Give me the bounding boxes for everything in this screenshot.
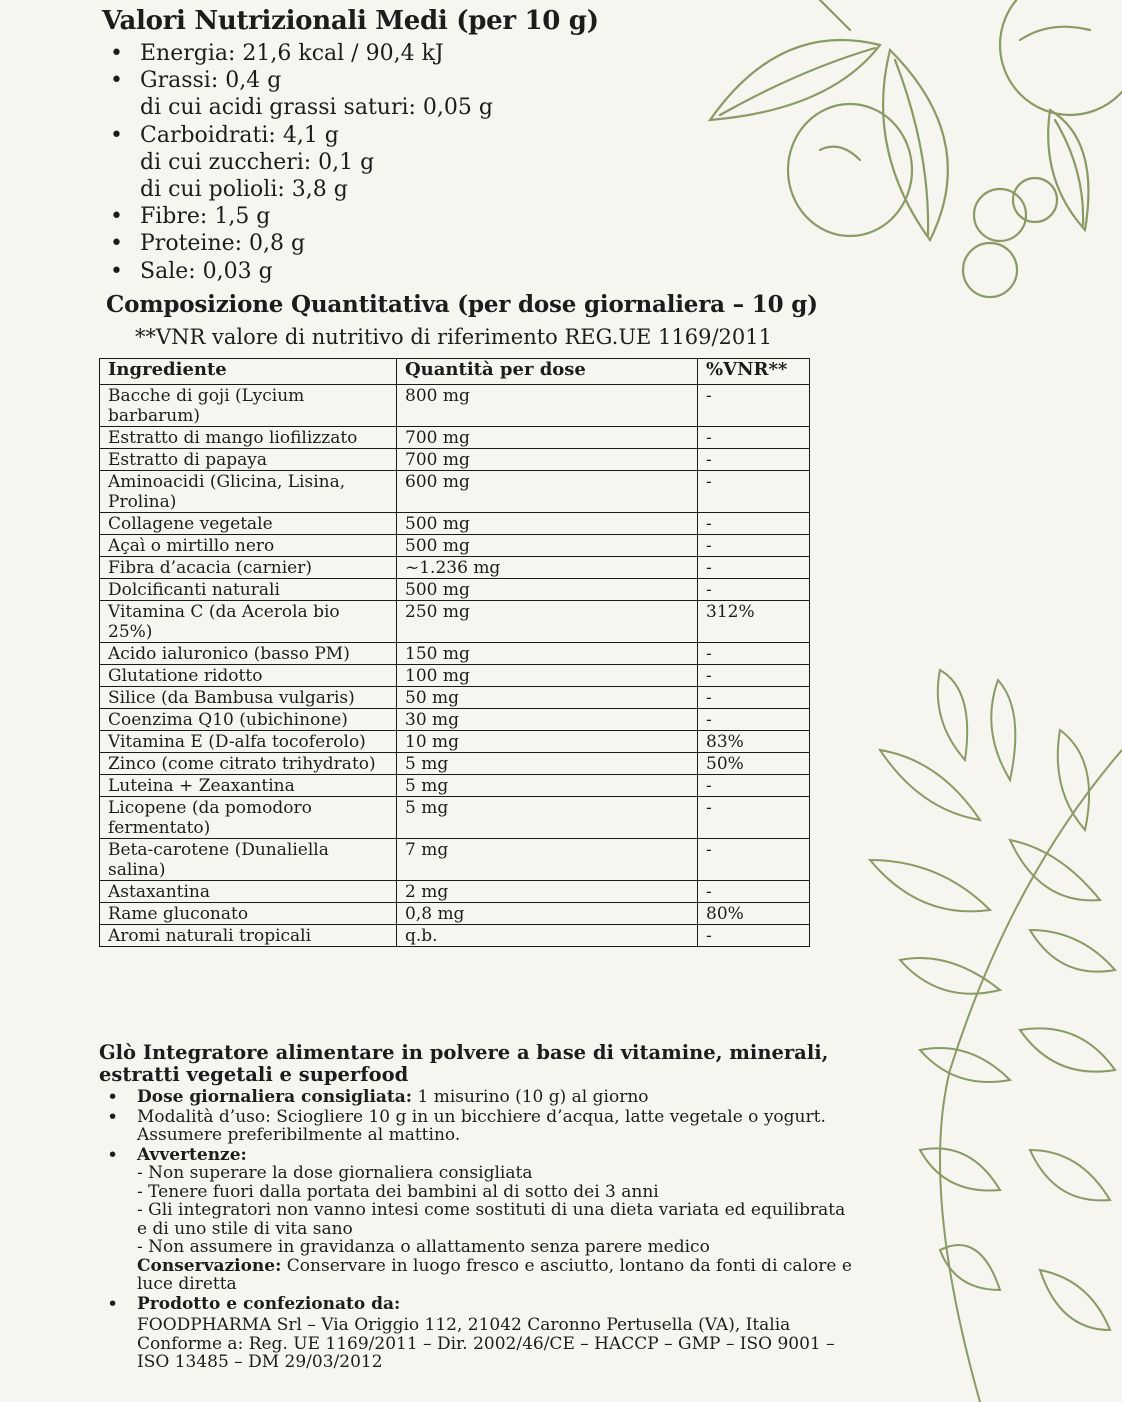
cell-quantity: 150 mg (397, 643, 698, 665)
cell-quantity: 700 mg (397, 427, 698, 449)
cell-vnr: - (698, 881, 810, 903)
cell-ingredient: Collagene vegetale (100, 513, 397, 535)
table-row (100, 839, 810, 881)
cell-quantity: q.b. (397, 925, 698, 947)
nutrition-item: • Fibre: 1,5 g (108, 203, 493, 230)
cell-vnr: 50% (698, 753, 810, 775)
cell-vnr: - (698, 579, 810, 601)
table-row (100, 449, 810, 471)
table-row (100, 903, 810, 925)
cell-quantity: 800 mg (397, 385, 698, 427)
cell-quantity: 500 mg (397, 513, 698, 535)
product-info-list (99, 1088, 859, 1372)
table-row (100, 881, 810, 903)
table-row (100, 557, 810, 579)
table-row (100, 731, 810, 753)
cell-quantity: ~1.236 mg (397, 557, 698, 579)
cell-ingredient: Aminoacidi (Glicina, Lisina, Prolina) (100, 471, 397, 513)
cell-vnr: - (698, 839, 810, 881)
nutrition-subitem: di cui acidi grassi saturi: 0,05 g (140, 95, 493, 121)
nutrition-list (108, 40, 493, 285)
cell-ingredient: Silice (da Bambusa vulgaris) (100, 687, 397, 709)
cell-vnr: - (698, 471, 810, 513)
vnr-note: **VNR valore di nutritivo di riferimento REG.UE 1169/2011 (135, 325, 773, 349)
cell-quantity: 50 mg (397, 687, 698, 709)
cell-quantity: 250 mg (397, 601, 698, 643)
warnings-item (99, 1146, 859, 1294)
table-row (100, 665, 810, 687)
nutrition-item: • Sale: 0,03 g (108, 258, 493, 285)
table-row (100, 709, 810, 731)
dose-item (99, 1088, 859, 1107)
table-row (100, 643, 810, 665)
nutrition-item: • Grassi: 0,4 g (108, 67, 493, 94)
cell-vnr: - (698, 797, 810, 839)
composition-title: Composizione Quantitativa (per dose giornaliera – 10 g) (106, 291, 818, 318)
cell-quantity: 5 mg (397, 775, 698, 797)
cell-ingredient: Fibra d’acacia (carnier) (100, 557, 397, 579)
product-title: Glò Integratore alimentare in polvere a base di vitamine, minerali, estratti vegetali e superfood (99, 1041, 829, 1086)
warning-line: - Non superare la dose giornaliera consigliata (137, 1163, 533, 1183)
table-row (100, 513, 810, 535)
storage-label: Conservazione: (137, 1255, 282, 1276)
cell-quantity: 2 mg (397, 881, 698, 903)
cell-quantity: 0,8 mg (397, 903, 698, 925)
cell-vnr: - (698, 665, 810, 687)
producer-item (99, 1295, 859, 1372)
cell-ingredient: Estratto di mango liofilizzato (100, 427, 397, 449)
cell-ingredient: Estratto di papaya (100, 449, 397, 471)
table-row (100, 925, 810, 947)
warnings-label: • Avvertenze: (137, 1144, 247, 1165)
producer-label: • Prodotto e confezionato da: (137, 1293, 401, 1314)
table-row (100, 601, 810, 643)
cell-quantity: 10 mg (397, 731, 698, 753)
cell-ingredient: Coenzima Q10 (ubichinone) (100, 709, 397, 731)
cell-vnr: - (698, 535, 810, 557)
cell-vnr: - (698, 687, 810, 709)
cell-vnr: - (698, 775, 810, 797)
cell-quantity: 700 mg (397, 449, 698, 471)
usage-item (99, 1108, 859, 1145)
cell-quantity: 5 mg (397, 753, 698, 775)
fruit-branch-illustration (690, 0, 1122, 300)
cell-vnr: 312% (698, 601, 810, 643)
cell-ingredient: Açaì o mirtillo nero (100, 535, 397, 557)
cell-ingredient: Glutatione ridotto (100, 665, 397, 687)
cell-vnr: 83% (698, 731, 810, 753)
nutrition-subitem: di cui polioli: 3,8 g (140, 177, 348, 203)
table-row (100, 687, 810, 709)
warning-line: - Tenere fuori dalla portata dei bambini al di sotto dei 3 anni (137, 1181, 659, 1202)
nutrition-item: • Energia: 21,6 kcal / 90,4 kJ (108, 40, 493, 67)
cell-vnr: - (698, 385, 810, 427)
table-row (100, 427, 810, 449)
cell-quantity: 5 mg (397, 797, 698, 839)
cell-ingredient: Dolcificanti naturali (100, 579, 397, 601)
table-row (100, 385, 810, 427)
cell-vnr: - (698, 709, 810, 731)
table-row (100, 471, 810, 513)
storage-text: Conservare in luogo fresco e asciutto, lontano da fonti di calore e luce diretta (137, 1255, 852, 1294)
cell-ingredient: Acido ialuronico (basso PM) (100, 643, 397, 665)
table-row (100, 535, 810, 557)
cell-ingredient: Vitamina C (da Acerola bio 25%) (100, 601, 397, 643)
cell-quantity: 600 mg (397, 471, 698, 513)
nutrition-item: • Carboidrati: 4,1 g (108, 122, 493, 149)
cell-vnr: - (698, 449, 810, 471)
cell-ingredient: Rame gluconato (100, 903, 397, 925)
table-row (100, 753, 810, 775)
cell-vnr: - (698, 513, 810, 535)
cell-quantity: 30 mg (397, 709, 698, 731)
cell-ingredient: Astaxantina (100, 881, 397, 903)
cell-quantity: 7 mg (397, 839, 698, 881)
composition-table (99, 358, 810, 947)
producer-text: FOODPHARMA Srl – Via Origgio 112, 21042 Caronno Pertusella (VA), Italia (137, 1315, 791, 1335)
cell-quantity: 500 mg (397, 579, 698, 601)
warning-line: - Non assumere in gravidanza o allattamento senza parere medico (137, 1237, 710, 1257)
cell-ingredient: Zinco (come citrato trihydrato) (100, 753, 397, 775)
usage-text: Modalità d’uso: Sciogliere 10 g in un bicchiere d’acqua, latte vegetale o yogurt. Assumere preferibilmente al mattino. (137, 1106, 826, 1145)
cell-vnr: 80% (698, 903, 810, 925)
table-header-row (100, 359, 810, 385)
header-ingredient: Ingrediente (100, 359, 397, 385)
leaf-branch-illustration (860, 630, 1122, 1402)
dose-label: Dose giornaliera consigliata: (137, 1087, 413, 1107)
cell-ingredient: Luteina + Zeaxantina (100, 775, 397, 797)
cell-vnr: - (698, 643, 810, 665)
nutrition-subitem: di cui zuccheri: 0,1 g (140, 149, 375, 175)
cell-ingredient: Bacche di goji (Lycium barbarum) (100, 385, 397, 427)
cell-vnr: - (698, 427, 810, 449)
table-row (100, 797, 810, 839)
nutrition-title: Valori Nutrizionali Medi (per 10 g) (102, 6, 599, 36)
cell-quantity: 500 mg (397, 535, 698, 557)
table-row (100, 579, 810, 601)
product-info (99, 1042, 859, 1373)
header-quantity: Quantità per dose (397, 359, 698, 385)
table-row (100, 775, 810, 797)
cell-ingredient: Aromi naturali tropicali (100, 925, 397, 947)
cell-ingredient: Licopene (da pomodoro fermentato) (100, 797, 397, 839)
cell-vnr: - (698, 925, 810, 947)
cell-ingredient: Vitamina E (D-alfa tocoferolo) (100, 731, 397, 753)
nutrition-item: • Proteine: 0,8 g (108, 230, 493, 257)
warning-line: - Gli integratori non vanno intesi come sostituti di una dieta variata ed equilibrata e di uno stile di vita sano (137, 1200, 846, 1239)
cell-ingredient: Beta-carotene (Dunaliella salina) (100, 839, 397, 881)
cell-vnr: - (698, 557, 810, 579)
compliance-text: Conforme a: Reg. UE 1169/2011 – Dir. 2002/46/CE – HACCP – GMP – ISO 9001 – ISO 13485 – DM 29/03/2012 (137, 1333, 835, 1372)
cell-quantity: 100 mg (397, 665, 698, 687)
header-vnr: %VNR** (698, 359, 810, 385)
dose-text: 1 misurino (10 g) al giorno (412, 1087, 649, 1107)
